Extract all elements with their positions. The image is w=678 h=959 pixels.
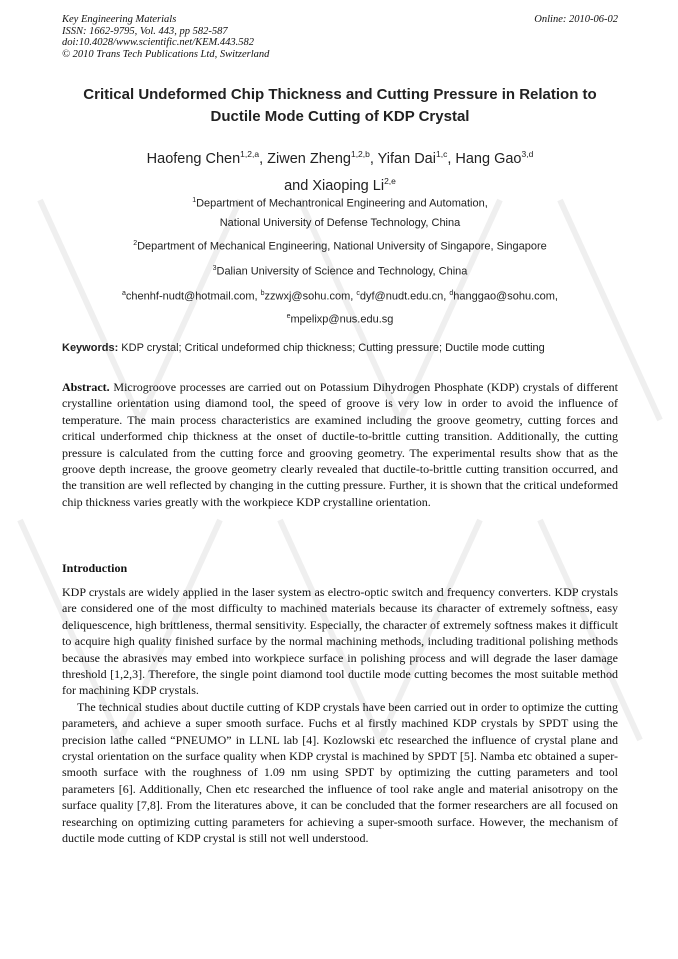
introduction-heading: Introduction bbox=[62, 561, 128, 575]
author-line-1 bbox=[60, 143, 620, 170]
affiliation-1-line-2: National University of Defense Technology, China bbox=[219, 216, 461, 229]
author-name: Yifan Dai bbox=[377, 150, 436, 167]
title-line-2: Ductile Mode Cutting of KDP Crystal bbox=[210, 108, 470, 125]
author-name: Hang Gao bbox=[455, 150, 522, 167]
affiliation-1-line-1: Department of Mechantronical Engineering and Automation, bbox=[196, 197, 488, 210]
affiliation-sup: 2 bbox=[133, 240, 138, 247]
affiliation-2 bbox=[60, 234, 620, 257]
affiliation-sup: 1 bbox=[192, 197, 197, 204]
affiliation-sup: 3 bbox=[212, 265, 217, 272]
email-sup: b bbox=[260, 290, 265, 297]
email-sup: a bbox=[122, 290, 126, 297]
introduction-paragraph-1: KDP crystals are widely applied in the laser system as electro-optic switch and frequency converters. KDP crystals are considered one of the most difficulty to machined materials because its character of extremely softness, easy deliquescence, high brittleness, thermal sensitivity. Especially, the character of extremely softness makes it difficult to acquire high quality finished surface by the normal machining methods, including traditional polishing methods because the abrasives may embed into workpiece surface in polishing process and will degrade the laser damage threshold [1,2,3]. Therefore, the single point diamond tool ductile mode cutting becomes the most suitable method for machining KDP crystals. bbox=[62, 585, 618, 698]
author-sup: 1,c bbox=[435, 149, 448, 159]
copyright-line: © 2010 Trans Tech Publications Ltd, Switzerland bbox=[62, 48, 270, 60]
email-address[interactable]: dyf@nudt.edu.cn, bbox=[359, 290, 450, 303]
abstract bbox=[62, 379, 618, 510]
email-address[interactable]: chenhf-nudt@hotmail.com, bbox=[125, 290, 261, 303]
author-name: Haofeng Chen bbox=[146, 150, 241, 167]
email-sup: c bbox=[356, 290, 360, 297]
author-sep: , bbox=[447, 150, 456, 167]
online-date: Online: 2010-06-02 bbox=[534, 14, 618, 25]
affiliation-3 bbox=[60, 259, 620, 282]
email-list bbox=[60, 284, 620, 329]
author-sup: 3,d bbox=[521, 149, 534, 159]
author-sep: , bbox=[369, 150, 378, 167]
email-sup: d bbox=[449, 290, 454, 297]
author-sep: , bbox=[259, 150, 268, 167]
author-sup: 2,e bbox=[384, 175, 396, 186]
affiliation-1 bbox=[60, 191, 620, 233]
author-name: Ziwen Zheng bbox=[267, 150, 351, 167]
doi-line: doi:10.4028/www.scientific.net/KEM.443.582 bbox=[62, 37, 254, 48]
affiliation-3-text: Dalian University of Science and Technology, China bbox=[216, 265, 468, 278]
paper-title bbox=[50, 84, 630, 128]
email-address[interactable]: zzwxj@sohu.com, bbox=[264, 290, 357, 303]
author-sup: 1,2,b bbox=[350, 149, 370, 159]
author-list bbox=[60, 143, 620, 197]
email-address[interactable]: hanggao@sohu.com, bbox=[453, 290, 558, 303]
keywords-text: KDP crystal; Critical undeformed chip thickness; Cutting pressure; Ductile mode cutting bbox=[118, 342, 545, 354]
author-sup: 1,2,a bbox=[240, 149, 260, 159]
journal-header bbox=[62, 14, 618, 60]
journal-name: Key Engineering Materials bbox=[62, 14, 177, 25]
introduction-body bbox=[62, 584, 618, 847]
issn-line: ISSN: 1662-9795, Vol. 443, pp 582-587 bbox=[62, 25, 228, 37]
keywords-label: Keywords: bbox=[62, 342, 119, 354]
affiliation-2-text: Department of Mechanical Engineering, National University of Singapore, Singapore bbox=[137, 240, 547, 253]
author-name: and Xiaoping Li bbox=[284, 177, 385, 194]
abstract-text: Microgroove processes are carried out on Potassium Dihydrogen Phosphate (KDP) crystals of different crystalline orientation using diamond tool, the speed of groove is very low in order to avoid the influence of temperature. The main process characteristics are examined including the groove geometry, cutting forces and critical underformed chip thickness at the onset of ductile-to-brittle cutting transition. Additionally, the cutting pressure is calculated from the cutting force and grooving geometry. The experimental results show that as the groove depth increase, the groove geometry clearly revealed that ductile-to-brittle cutting transition occurred, and the transition are well reflected by changing in the cutting pressure. Further, it is shown that the critical undeformed chip thickness varies greatly with the workpiece KDP crystalline orientation. bbox=[62, 380, 618, 509]
introduction-paragraph-2: The technical studies about ductile cutting of KDP crystals have been carried out in order to optimize the cutting parameters, and achieve a super smooth surface. Fuchs et al firstly machined KDP crystals by SPDT using the precision lathe called “PNEUMO” in LLNL lab [4]. Kozlowski etc researched the influence of crystal plane and crystal orientation on the surface quality when KDP crystal is machined by SPDT [5]. Namba etc obtained a super-smooth surface with the roughness of 1.09 nm using SPDT by optimizing the cutting parameters and tool parameters [6]. Additionally, Chen etc researched the influence of tool rake angle and material anisotropy on the surface quality [7,8]. From the literatures above, it can be concluded that the former researchers are all focused on researching on optimizing cutting parameters for achieving a super-smooth surface. However, the mechanism of ductile mode cutting of KDP crystal is still not well understood. bbox=[62, 699, 618, 846]
email-address[interactable]: mpelixp@nus.edu.sg bbox=[290, 313, 394, 326]
abstract-label: Abstract. bbox=[62, 380, 110, 394]
keywords bbox=[62, 342, 618, 354]
title-line-1: Critical Undeformed Chip Thickness and Cutting Pressure in Relation to bbox=[83, 86, 597, 103]
email-sup: e bbox=[286, 312, 291, 320]
